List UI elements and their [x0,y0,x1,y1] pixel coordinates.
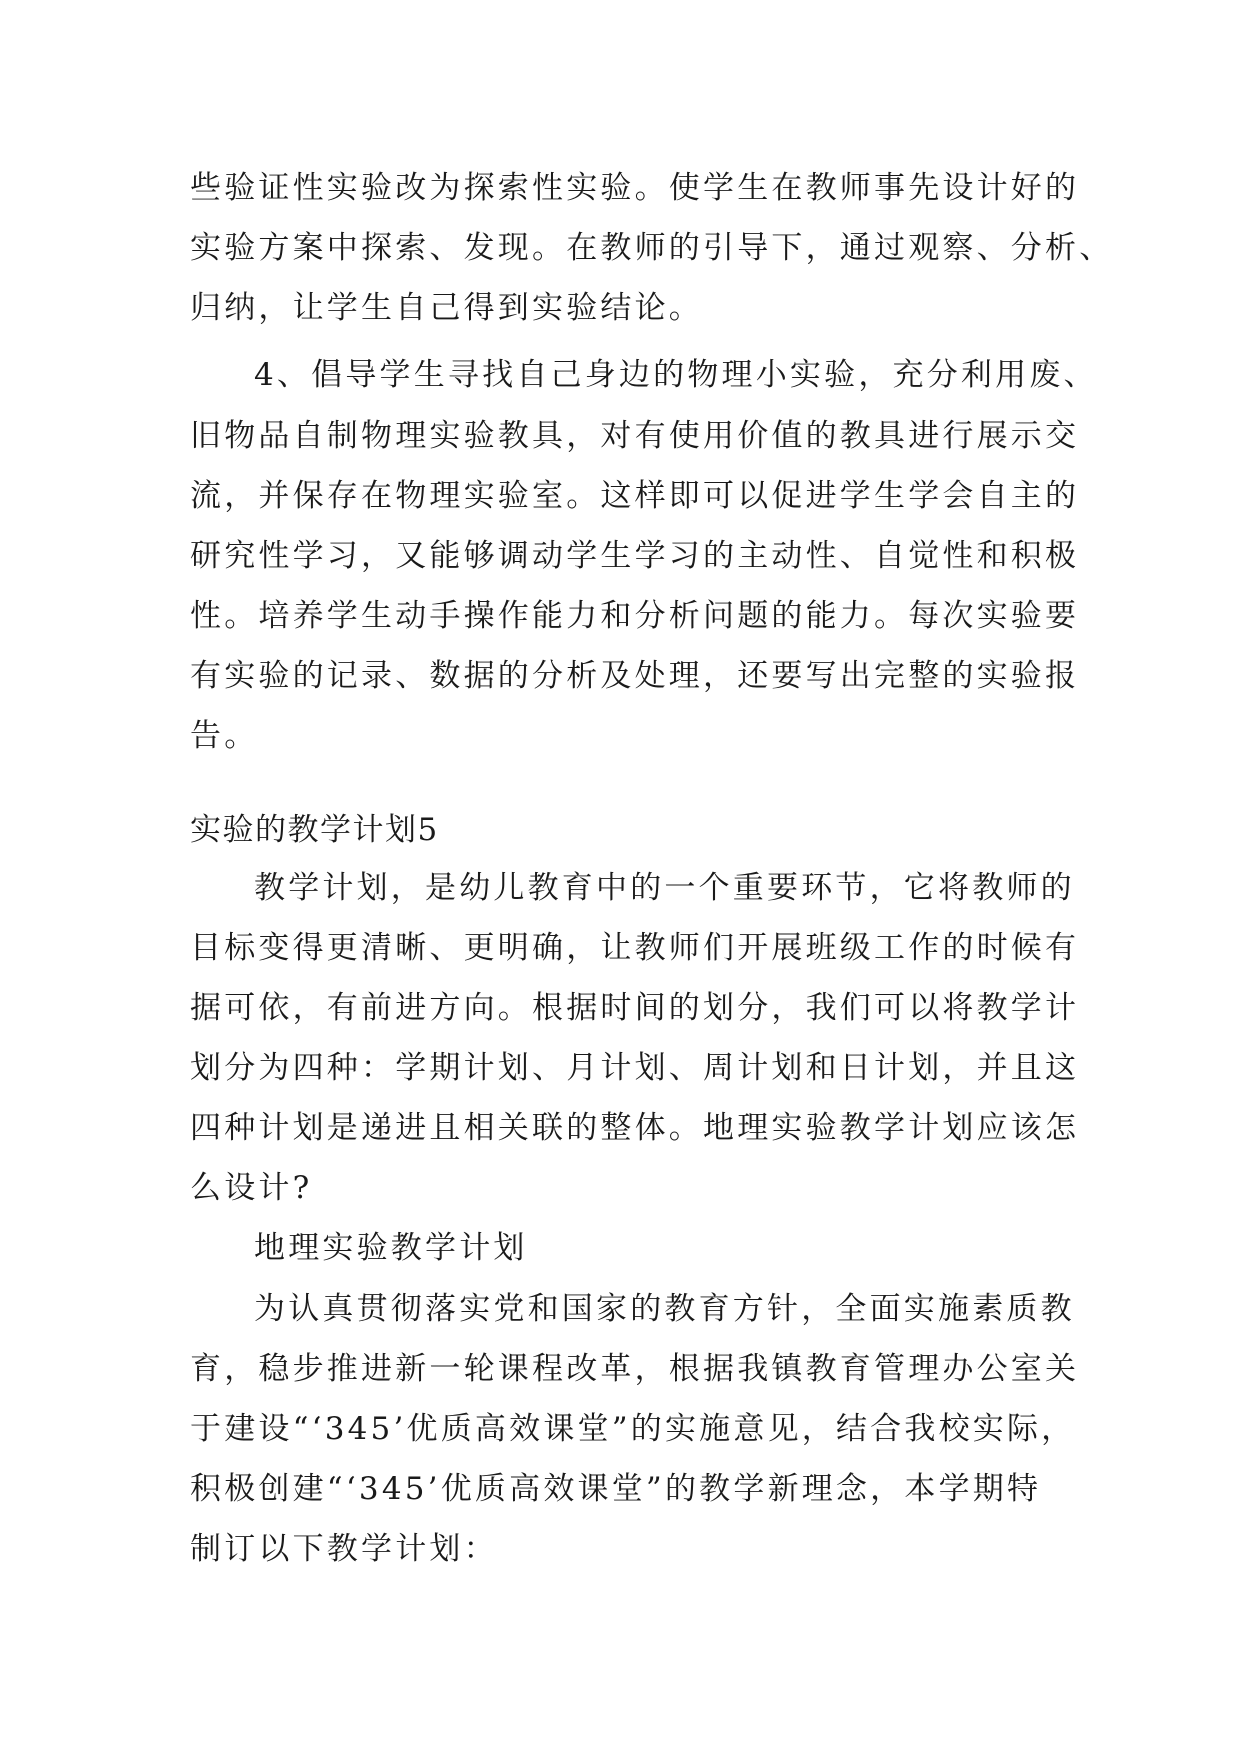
paragraph-line: 育，稳步推进新一轮课程改革，根据我镇教育管理办公室关 [190,1351,1080,1387]
paragraph-line: 么设计? [190,1170,313,1206]
section-heading: 实验的教学计划5 [190,812,439,848]
paragraph-line: 为认真贯彻落实党和国家的教育方针，全面实施素质教 [254,1291,1075,1327]
paragraph-line: 告。 [190,718,259,754]
paragraph-line: 积极创建“‘345’优质高效课堂”的教学新理念，本学期特 [190,1471,1042,1507]
paragraph-line: 于建设“‘345’优质高效课堂”的实施意见，结合我校实际， [190,1411,1076,1447]
paragraph-line: 研究性学习，又能够调动学生学习的主动性、自觉性和积极 [190,538,1080,574]
paragraph-line: 制订以下教学计划： [190,1531,498,1567]
paragraph-line: 四种计划是递进且相关联的整体。地理实验教学计划应该怎 [190,1110,1080,1146]
sub-heading: 地理实验教学计划 [254,1230,528,1266]
paragraph-line: 实验方案中探索、发现。在教师的引导下，通过观察、分析、 [190,230,1114,266]
paragraph-line: 据可依，有前进方向。根据时间的划分，我们可以将教学计 [190,990,1080,1026]
paragraph-line: 些验证性实验改为探索性实验。使学生在教师事先设计好的 [190,170,1080,206]
paragraph-line: 4、倡导学生寻找自己身边的物理小实验，充分利用废、 [254,357,1098,393]
paragraph-line: 有实验的记录、数据的分析及处理，还要写出完整的实验报 [190,658,1080,694]
paragraph-line: 旧物品自制物理实验教具，对有使用价值的教具进行展示交 [190,418,1080,454]
paragraph-line: 划分为四种：学期计划、月计划、周计划和日计划，并且这 [190,1050,1080,1086]
paragraph-line: 归纳，让学生自己得到实验结论。 [190,290,703,326]
paragraph-line: 目标变得更清晰、更明确，让教师们开展班级工作的时候有 [190,930,1080,966]
paragraph-line: 流，并保存在物理实验室。这样即可以促进学生学会自主的 [190,478,1080,514]
paragraph-line: 教学计划，是幼儿教育中的一个重要环节，它将教师的 [254,870,1075,906]
paragraph-line: 性。培养学生动手操作能力和分析问题的能力。每次实验要 [190,598,1080,634]
